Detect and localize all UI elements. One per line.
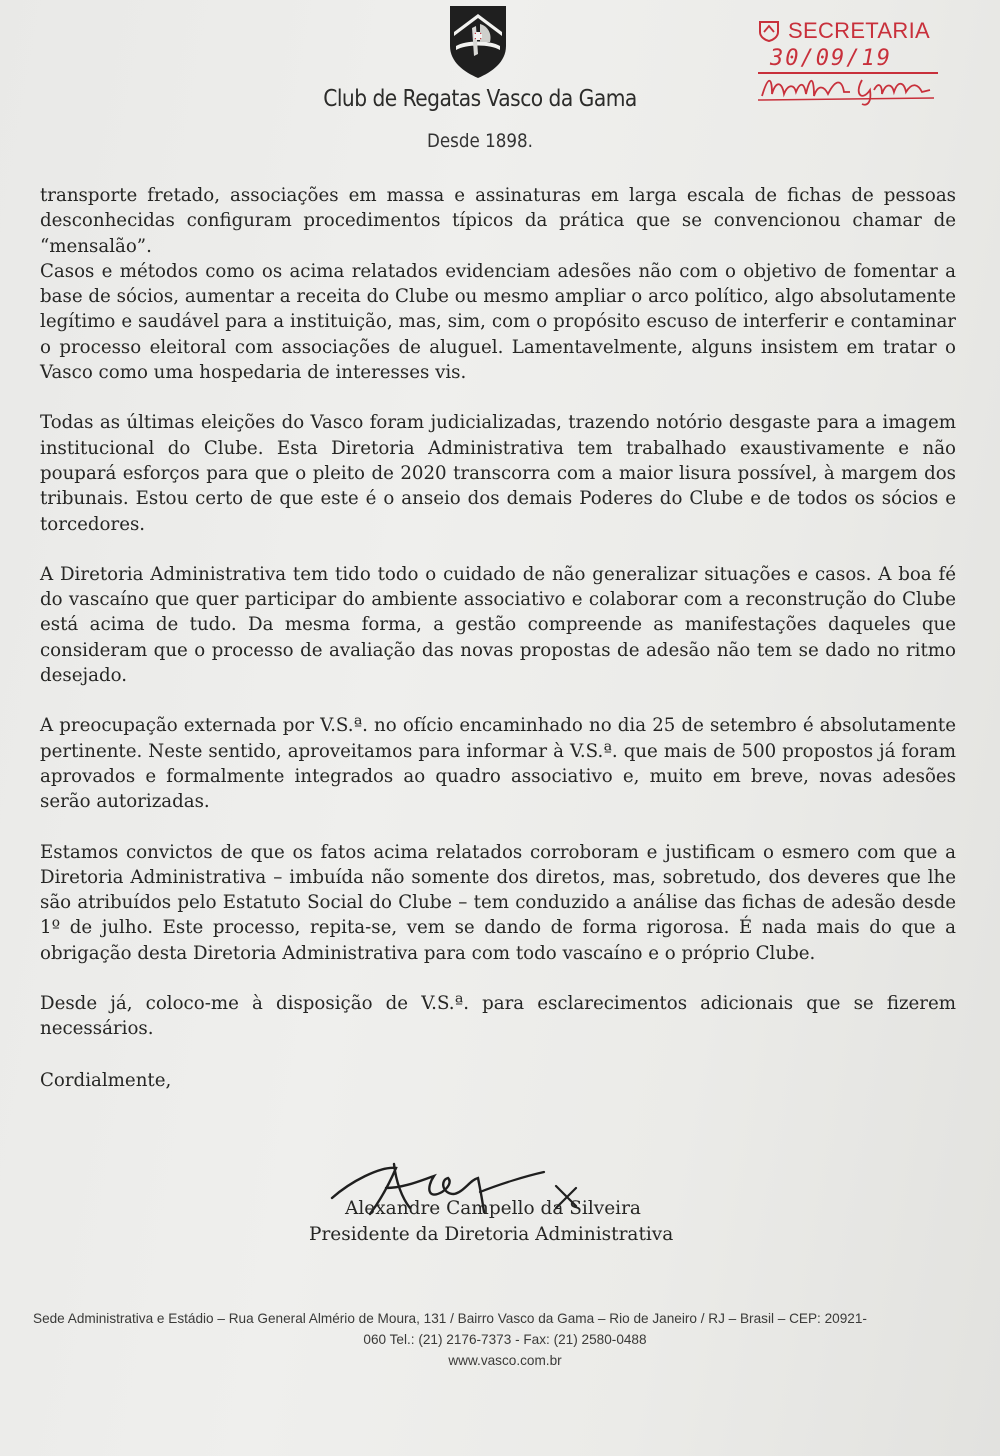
letterhead-footer <box>30 1308 980 1371</box>
paragraph: Todas as últimas eleições do Vasco foram judicializadas, trazendo notório desgaste para a imagem institucional do Clube. Esta Diretoria Administrativa tem trabalhado exaustivamente e não poupará esforços para que o pleito de 2020 transcorra com a maior lisura possível, à margem dos tribunais. Estou certo de que este é o anseio dos demais Poderes do Clube e de todos os sócios e torcedores. <box>40 412 956 535</box>
secretaria-stamp <box>758 14 958 104</box>
paragraph: A preocupação externada por V.S.ª. no ofício encaminhado no dia 25 de setembro é absolutamente pertinente. Neste sentido, aproveitamos para informar à V.S.ª. que mais de 500 propostos já foram aprovados e formalmente integrados ao quadro associativo e, muito em breve, novas adesões serão autorizadas. <box>40 715 956 813</box>
stamp-crest-icon <box>758 20 780 42</box>
paragraph: Desde já, coloco-me à disposição de V.S.ª. para esclarecimentos adicionais que se fizerem necessários. <box>40 993 956 1040</box>
closing-salutation: Cordialmente, <box>40 1069 172 1091</box>
paragraph: A Diretoria Administrativa tem tido todo o cuidado de não generalizar situações e casos. A boa fé do vascaíno que quer participar do ambiente associativo e colaborar com a reconstrução do Clube está acima de tudo. Da mesma forma, a gestão compreende as manifestações daqueles que consideram que o processo de avaliação das novas propostas de adesão não tem se dado no ritmo desejado. <box>40 563 956 687</box>
stamp-handwritten-signature <box>758 70 938 106</box>
club-name: Club de Regatas Vasco da Gama <box>323 86 637 112</box>
footer-address: Sede Administrativa e Estádio – Rua General Almério de Moura, 131 / Bairro Vasco da Gama – Rio de Janeiro / RJ – Brasil – CEP: 20921- <box>33 1311 867 1326</box>
vasco-crest-logo <box>446 2 510 80</box>
signatory-title: Presidente da Diretoria Administrativa <box>309 1224 674 1245</box>
footer-website: www.vasco.com.br <box>448 1353 562 1368</box>
paragraph: transporte fretado, associações em massa e assinaturas em larga escala de fichas de pessoas desconhecidas configuram procedimentos típicos da prática que se convencionou chamar de “mensalão”. <box>40 185 956 257</box>
signatory-name: Alexandre Campello da Silveira <box>345 1198 641 1219</box>
letter-body <box>40 183 956 1093</box>
paragraph: Casos e métodos como os acima relatados evidenciam adesões não com o objetivo de fomentar a base de sócios, aumentar a receita do Clube ou mesmo ampliar o arco político, algo absolutamente legítimo e saudável para a instituição, mas, sim, com o propósito escuso de interferir e contaminar o processo eleitoral com associações de aluguel. Lamentavelmente, alguns insistem em tratar o Vasco como uma hospedaria de interesses vis. <box>40 260 956 384</box>
stamp-label: SECRETARIA <box>788 18 930 43</box>
footer-phone-fax: 060 Tel.: (21) 2176-7373 - Fax: (21) 2580-0488 <box>363 1332 647 1347</box>
paragraph: Estamos convictos de que os fatos acima relatados corroboram e justificam o esmero com que a Diretoria Administrativa – imbuída não somente dos diretos, mas, sobretudo, dos deveres que lhe são atribuídos pelo Estatuto Social do Clube – tem conduzido a análise das fichas de adesão desde 1º de julho. Este processo, repita-se, vem se dando de forma rigorosa. É nada mais do que a obrigação desta Diretoria Administrativa para com todo vascaíno e o próprio Clube. <box>40 841 956 964</box>
stamp-date: 30/09/19 <box>770 46 892 71</box>
club-founded-year: Desde 1898. <box>427 130 533 152</box>
